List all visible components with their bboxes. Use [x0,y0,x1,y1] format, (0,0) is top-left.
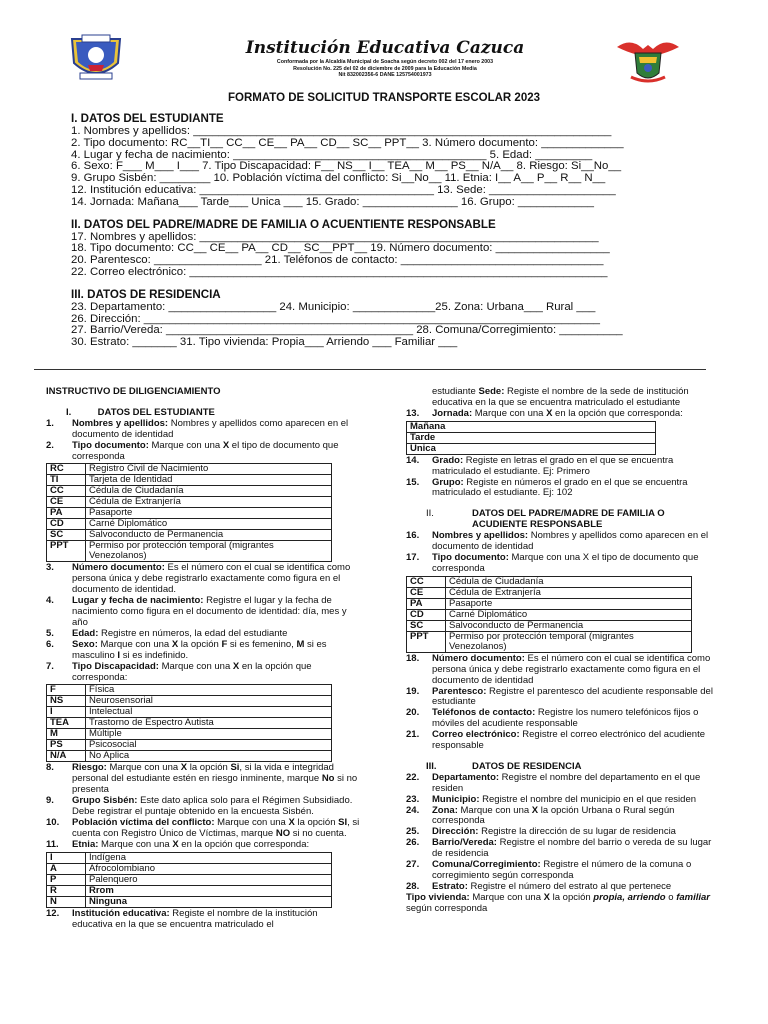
form-line[interactable]: 9. Grupo Sisbén: ________ 10. Población víctima del conflicto: Si__No__ 11. Etnia: I__ A__ P__ R__ N__ [71,173,606,185]
table-row: CD Carné Diplomático [407,609,692,620]
municipal-crest-logo [613,33,683,85]
form-line[interactable]: 20. Parentesco: _________________ 21. Teléfonos de contacto: ________________________________ [71,255,604,267]
form-line[interactable]: 6. Sexo: F___ M___ I___ 7. Tipo Discapacidad: F__ NS__ I__ TEA__ M__ PS__ N/A__ 8. Riesgo: Si__No__ [71,161,622,173]
table-row: RC Registro Civil de Nacimiento [47,464,332,475]
instr-item: 27. Comuna/Corregimiento: Registre el número de la comuna o corregimiento según corresponda [406,859,692,881]
instr-item: 22. Departamento: Registre el nombre del departamento en el que residen [406,771,701,794]
request-form [71,112,711,349]
table-row: I Indígena [47,852,332,863]
form-line[interactable]: 27. Barrio/Vereda: _______________________________________ 28. Comuna/Corregimiento: __________ [71,325,623,337]
divider [34,369,706,370]
form-title: FORMATO DE SOLICITUD TRANSPORTE ESCOLAR 2023 [227,92,541,104]
instructions-title: INSTRUCTIVO DE DILIGENCIAMIENTO [46,386,221,397]
table-row: P Palenquero [47,874,332,885]
instr-item: 10. Población víctima del conflicto: Marque con una X la opción SI, si cuenta con Registro Único de Víctimas, marque NO si no cuenta. [46,816,360,839]
instr-item: 23. Municipio: Registre el nombre del municipio en el que residen [406,793,697,805]
instr-item: 14. Grado: Registe en letras el grado en el que se encuentra matriculado el estudiante. Ej: Primero [406,454,674,477]
instr-item: 1. Nombres y apellidos: Nombres y apellidos como aparecen en el documento de identidad [46,417,349,440]
table-row: A Afrocolombiano [47,863,332,874]
instr-item: 21. Correo electrónico: Registre el correo electrónico del acudiente responsable [406,729,705,752]
section-student-title: I. DATOS DEL ESTUDIANTE [71,112,224,125]
table-row: PPT Permiso por protección temporal (migrantes Venezolanos) [47,541,332,562]
table-row: Mañana [407,421,656,432]
institution-resolution: Conformada por la Alcaldía Municipal de Soacha según decreto 002 del 17 enero 2003 Resolución No. 225 del 02 de diciembre de 2009 para la Educación Media Nit 832002356-6 DANE 125754001973 [276,59,494,78]
form-line[interactable]: 22. Correo electrónico: __________________________________________________________________ [71,266,608,278]
instr-item: 9. Grupo Sisbén: Este dato aplica solo para el Régimen Subsidiado. Debe registrar el puntaje obtenido en la encuesta Sisbén. [46,795,353,818]
shift-table [406,421,656,455]
form-line[interactable]: 30. Estrato: _______ 31. Tipo vivienda: Propia___ Arriendo ___ Familiar ___ [71,337,458,349]
table-row: CC Cédula de Ciudadanía [407,576,692,587]
instr-section-student: I. DATOS DEL ESTUDIANTE [66,406,215,418]
instr-item: 13. Jornada: Marque con una X en la opción que corresponda: [406,407,683,419]
table-row: N/A No Aplica [47,751,332,762]
instr-item: 3. Número documento: Es el número con el cual se identifica como persona única y debe registrarlo exactamente como figura en el documento de identidad. [46,562,351,596]
form-line[interactable]: 1. Nombres y apellidos: __________________________________________________________________ [71,126,612,137]
table-row: R Rrom [47,885,332,896]
table-row: F Física [47,685,332,696]
instr-item: 18. Número documento: Es el número con el cual se identifica como persona única y debe registrarlo exactamente como figura en el documento de identidad [406,652,711,686]
section-guardian-title: II. DATOS DEL PADRE/MADRE DE FAMILIA O ACUENTIENTE RESPONSABLE [71,217,496,231]
ethnicity-table [46,852,332,908]
table-row: NS Neurosensorial [47,696,332,707]
instr-item: 24. Zona: Marque con una X la opción Urbana o Rural según corresponda [406,804,675,827]
form-line[interactable]: 18. Tipo documento: CC__ CE__ PA__ CD__ SC__PPT__ 19. Número documento: __________________ [71,243,610,255]
table-row: CD Carné Diplomático [47,519,332,530]
instr-item: 7. Tipo Discapacidad: Marque con una X en la opción que corresponda: [46,660,312,683]
form-line[interactable]: 14. Jornada: Mañana___ Tarde___ Única ___ 15. Grado: _______________ 16. Grupo: ____________ [71,196,594,208]
table-row: CE Cédula de Extranjería [47,497,332,508]
instr-item-continued: estudiante Sede: Registe el nombre de la sede de institución educativa en la que se encuentra matriculado el estudiante [432,386,689,408]
instr-item: 12. Institución educativa: Registe el nombre de la institución educativa en la que se encuentra matriculado el [46,907,318,930]
instructions-right-column [406,387,720,915]
instr-item: 4. Lugar y fecha de nacimiento: Registre el lugar y la fecha de nacimiento como figura en el documento de identidad: día, mes y año [46,595,347,628]
form-line[interactable]: 12. Institución educativa: _____________________________________ 13. Sede: ____________________ [71,184,616,196]
table-row: M Múltiple [47,729,332,740]
instr-item: 25. Dirección: Registre la dirección de su lugar de residencia [406,826,676,838]
form-line[interactable]: 17. Nombres y apellidos: _______________________________________________________________ [71,231,599,243]
instr-item: 20. Teléfonos de contacto: Registre los numero telefónicos fijos o móviles del acudiente responsable [406,707,699,730]
table-row: N Ninguna [47,896,332,907]
table-row: SC Salvoconducto de Permanencia [407,620,692,631]
section-residence-title: III. DATOS DE RESIDENCIA [71,287,221,301]
guardian-doc-type-table [406,576,692,653]
form-line[interactable]: 23. Departamento: _________________ 24. Municipio: _____________25. Zona: Urbana___ Rural ___ [71,301,596,313]
instr-item: 8. Riesgo: Marque con una X la opción Si, si la vida e integridad personal del estudiante estén en riesgo inminente, marque No si no presenta [46,762,358,796]
table-row: I Intelectual [47,707,332,718]
instructions-left-column [46,387,360,930]
instr-section-residence: III. DATOS DE RESIDENCIA [426,760,582,772]
table-row: CC Cédula de Ciudadanía [47,486,332,497]
form-line[interactable]: 26. Dirección: ________________________________________________________________________ [71,313,600,325]
instr-item: 15. Grupo: Registe en números el grado en el que se encuentra matriculado el estudiante. Ej: 102 [406,476,688,499]
institution-name: Institución Educativa Cazuca [245,38,525,58]
instr-section-guardian: II. DATOS DEL PADRE/MADRE DE FAMILIA O ACUDIENTE RESPONSABLE [426,508,665,531]
form-line[interactable]: 2. Tipo documento: RC__TI__ CC__ CE__ PA__ CD__ SC__ PPT__ 3. Número documento: _____________ [71,137,624,149]
instr-item: 19. Parentesco: Registre el parentesco del acudiente responsable del estudiante [406,685,713,708]
table-row: PPT Permiso por protección temporal (migrantes Venezolanos) [407,631,692,652]
table-row: Tarde [407,432,656,443]
table-row: TEA Trastorno de Espectro Autista [47,718,332,729]
instr-item: 28. Estrato: Registre el número del estrato al que pertenece [406,880,672,892]
doc-type-table [46,463,332,562]
table-row: PA Pasaporte [407,598,692,609]
instr-item-housing: Tipo vivienda: Marque con una X la opción propia, arriendo o familiar según corresponda [406,891,710,914]
instr-item: 5. Edad: Registre en números, la edad del estudiante [46,627,288,639]
school-shield-logo [68,33,124,83]
table-row: SC Salvoconducto de Permanencia [47,530,332,541]
disability-table [46,684,332,762]
form-line[interactable]: 4. Lugar y fecha de nacimiento: ________________________________________ 5. Edad: _________ [71,149,593,161]
instr-item: 2. Tipo documento: Marque con una X el tipo de documento que corresponda [46,439,339,462]
table-row: PS Psicosocial [47,740,332,751]
instr-item: 11. Etnia: Marque con una X en la opción que corresponda: [46,838,310,850]
instr-item: 26. Barrio/Vereda: Registre el nombre del barrio o vereda de su lugar de residencia [406,837,712,860]
table-row: PA Pasaporte [47,508,332,519]
table-row: CE Cédula de Extranjería [407,587,692,598]
instr-item: 16. Nombres y apellidos: Nombres y apellidos como aparecen en el documento de identidad [406,530,709,553]
instr-item: 6. Sexo: Marque con una X la opción F si es femenino, M si es masculino I si es indefinido. [46,638,327,661]
instr-item: 17. Tipo documento: Marque con una X el tipo de documento que corresponda [406,551,699,574]
table-row: TI Tarjeta de Identidad [47,475,332,486]
table-row: Unica [407,443,656,454]
